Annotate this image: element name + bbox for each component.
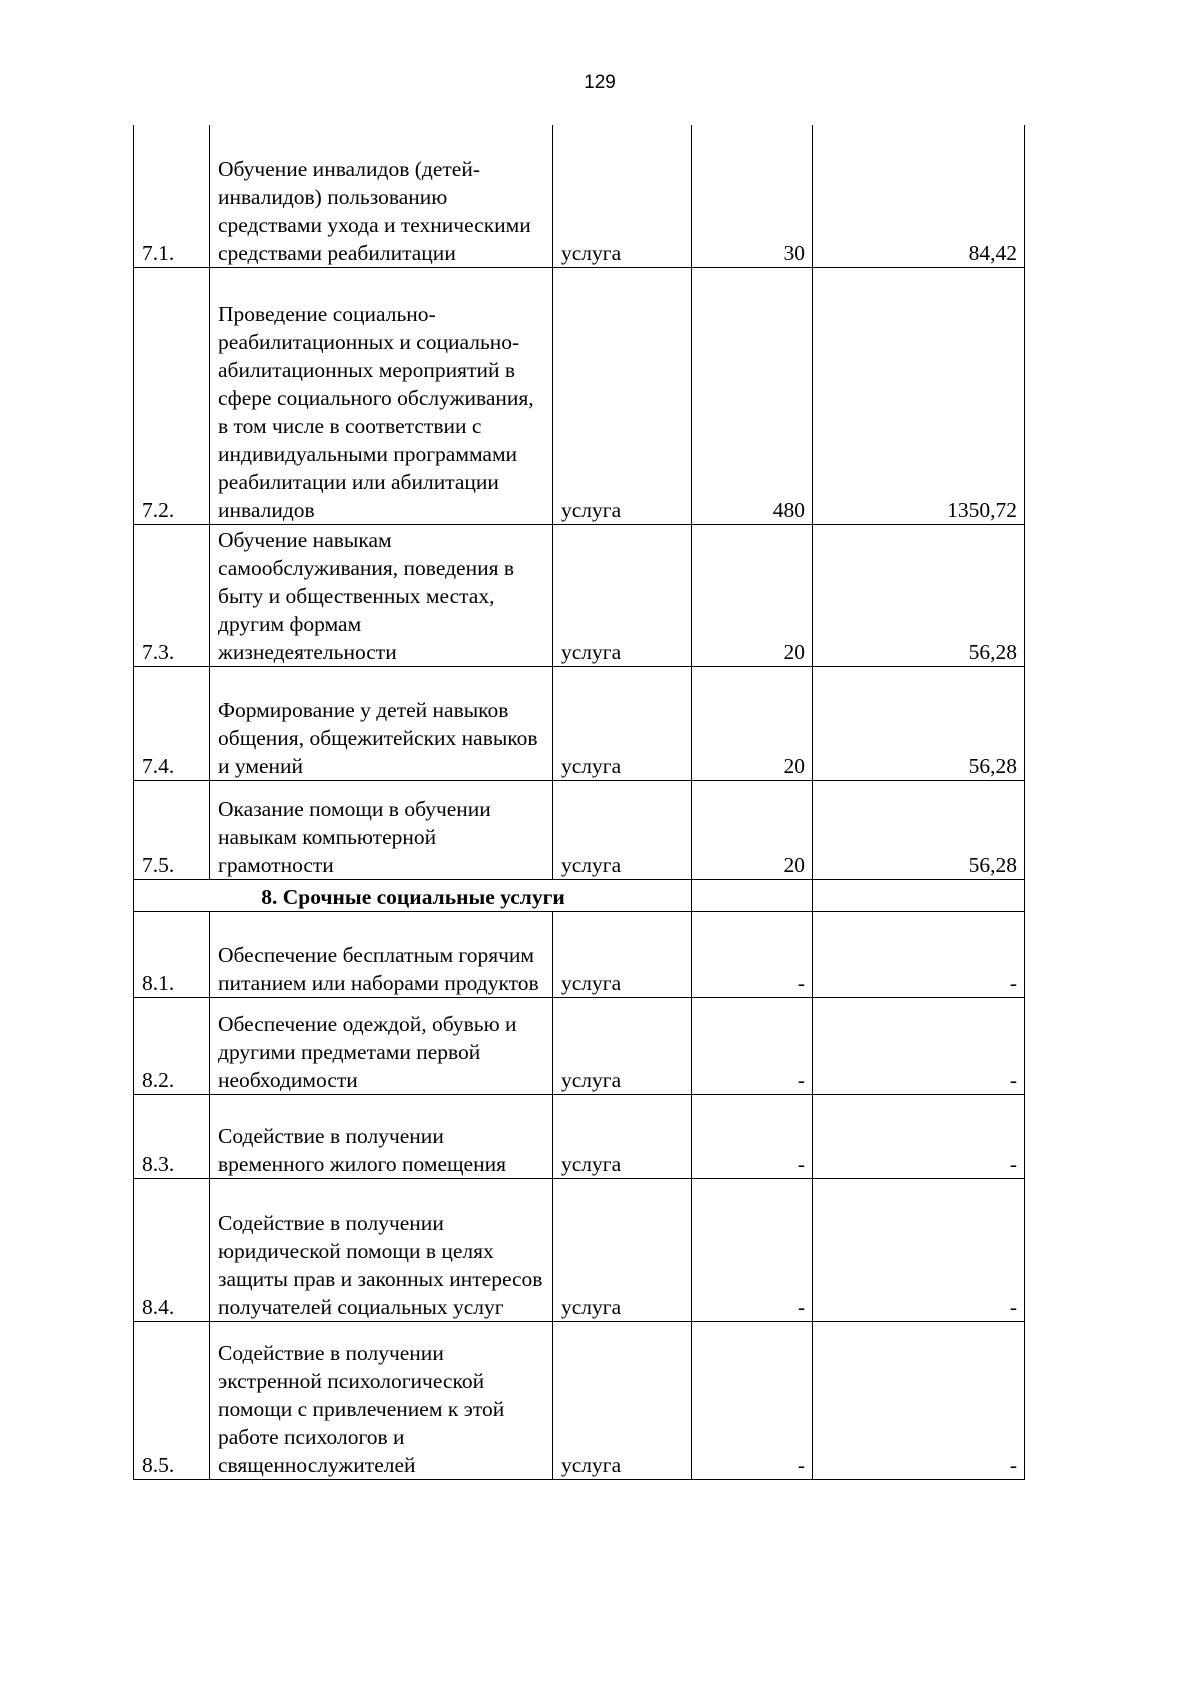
service-name: Формирование у детей навыков общения, общежитейских навыков и умений [210, 666, 553, 780]
row-number: 8.2. [134, 997, 210, 1094]
section-row [134, 879, 1025, 911]
unit-of-measure: услуга [553, 997, 692, 1094]
cost: - [813, 1094, 1025, 1178]
quantity: - [692, 1094, 813, 1178]
table-row [134, 997, 1025, 1094]
cost: 56,28 [813, 780, 1025, 879]
page-number: 129 [584, 72, 616, 93]
unit-of-measure: услуга [553, 125, 692, 267]
table-row [134, 1321, 1025, 1479]
quantity: - [692, 997, 813, 1094]
empty-cell [692, 879, 813, 911]
table-row [134, 1094, 1025, 1178]
unit-of-measure: услуга [553, 780, 692, 879]
section-title: 8. Срочные социальные услуги [134, 879, 692, 911]
services-table [133, 125, 1025, 1480]
quantity: - [692, 1321, 813, 1479]
service-name: Оказание помощи в обучении навыкам компьютерной грамотности [210, 780, 553, 879]
unit-of-measure: услуга [553, 1321, 692, 1479]
unit-of-measure: услуга [553, 267, 692, 524]
cost: - [813, 1321, 1025, 1479]
quantity: 20 [692, 780, 813, 879]
quantity: 20 [692, 524, 813, 666]
cost: - [813, 911, 1025, 997]
service-name: Обучение навыкам самообслуживания, поведения в быту и общественных местах, другим формам жизнедеятельности [210, 524, 553, 666]
cost: 56,28 [813, 666, 1025, 780]
cost: 1350,72 [813, 267, 1025, 524]
service-name: Содействие в получении экстренной психологической помощи с привлечением к этой работе психологов и священнослужителей [210, 1321, 553, 1479]
row-number: 8.4. [134, 1178, 210, 1321]
table-row [134, 524, 1025, 666]
cost: 84,42 [813, 125, 1025, 267]
quantity: 480 [692, 267, 813, 524]
service-name: Содействие в получении юридической помощи в целях защиты прав и законных интересов получателей социальных услуг [210, 1178, 553, 1321]
unit-of-measure: услуга [553, 666, 692, 780]
quantity: - [692, 1178, 813, 1321]
service-name: Проведение социально-реабилитационных и социально-абилитационных мероприятий в сфере социального обслуживания, в том числе в соответствии с индивидуальными программами реабилитации или абилитации инвалидов [210, 267, 553, 524]
quantity: 30 [692, 125, 813, 267]
row-number: 7.4. [134, 666, 210, 780]
unit-of-measure: услуга [553, 1178, 692, 1321]
row-number: 8.1. [134, 911, 210, 997]
cost: 56,28 [813, 524, 1025, 666]
row-number: 8.5. [134, 1321, 210, 1479]
service-name: Обеспечение одеждой, обувью и другими предметами первой необходимости [210, 997, 553, 1094]
empty-cell [813, 879, 1025, 911]
quantity: - [692, 911, 813, 997]
unit-of-measure: услуга [553, 524, 692, 666]
row-number: 7.1. [134, 125, 210, 267]
service-name: Обеспечение бесплатным горячим питанием или наборами продуктов [210, 911, 553, 997]
table-row [134, 780, 1025, 879]
row-number: 7.5. [134, 780, 210, 879]
table-row [134, 911, 1025, 997]
table-row [134, 666, 1025, 780]
table-row [134, 125, 1025, 267]
cost: - [813, 997, 1025, 1094]
row-number: 8.3. [134, 1094, 210, 1178]
table-row [134, 1178, 1025, 1321]
service-name: Обучение инвалидов (детей-инвалидов) пользованию средствами ухода и техническими средствами реабилитации [210, 125, 553, 267]
service-name: Содействие в получении временного жилого помещения [210, 1094, 553, 1178]
row-number: 7.2. [134, 267, 210, 524]
table-row [134, 267, 1025, 524]
cost: - [813, 1178, 1025, 1321]
quantity: 20 [692, 666, 813, 780]
unit-of-measure: услуга [553, 911, 692, 997]
row-number: 7.3. [134, 524, 210, 666]
unit-of-measure: услуга [553, 1094, 692, 1178]
